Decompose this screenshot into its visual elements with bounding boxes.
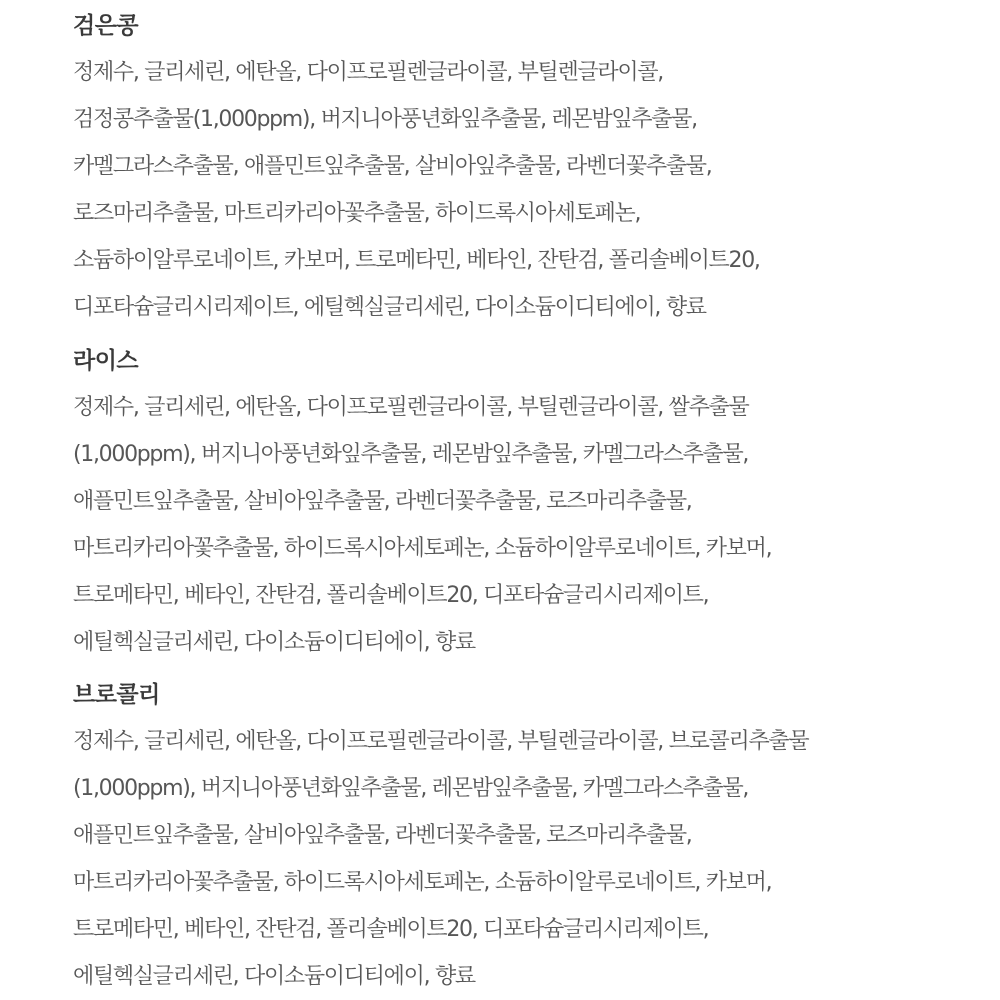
ingredient-line: 애플민트잎추출물, 살비아잎추출물, 라벤더꽃추출물, 로즈마리추출물, bbox=[73, 489, 692, 514]
ingredient-line: 마트리카리아꽃추출물, 하이드록시아세토페논, 소듐하이알루로네이트, 카보머, bbox=[73, 870, 772, 895]
ingredient-line: 마트리카리아꽃추출물, 하이드록시아세토페논, 소듐하이알루로네이트, 카보머, bbox=[73, 536, 772, 561]
ingredient-line: 정제수, 글리세린, 에탄올, 다이프로필렌글라이콜, 부틸렌글라이콜, bbox=[73, 60, 663, 85]
ingredient-line: 소듐하이알루로네이트, 카보머, 트로메타민, 베타인, 잔탄검, 폴리솔베이트20, bbox=[73, 248, 760, 273]
ingredient-line: 트로메타민, 베타인, 잔탄검, 폴리솔베이트20, 디포타슘글리시리제이트, bbox=[73, 583, 709, 608]
ingredient-line: (1,000ppm), 버지니아풍년화잎추출물, 레몬밤잎추출물, 카멜그라스추출물, bbox=[73, 442, 749, 467]
ingredient-line: 트로메타민, 베타인, 잔탄검, 폴리솔베이트20, 디포타슘글리시리제이트, bbox=[73, 917, 709, 942]
ingredient-line: 정제수, 글리세린, 에탄올, 다이프로필렌글라이콜, 부틸렌글라이콜, 쌀추출물 bbox=[73, 395, 749, 420]
section-title: 검은콩 bbox=[73, 13, 139, 39]
ingredient-section-black-bean bbox=[73, 4, 760, 331]
ingredient-line: 검정콩추출물(1,000ppm), 버지니아풍년화잎추출물, 레몬밤잎추출물, bbox=[73, 107, 697, 132]
ingredient-line: 디포타슘글리시리제이트, 에틸헥실글리세린, 다이소듐이디티에이, 향료 bbox=[73, 295, 706, 320]
ingredient-section-rice bbox=[73, 339, 771, 666]
ingredient-line: 로즈마리추출물, 마트리카리아꽃추출물, 하이드록시아세토페논, bbox=[73, 201, 641, 226]
ingredient-line: 정제수, 글리세린, 에탄올, 다이프로필렌글라이콜, 부틸렌글라이콜, 브로콜리추출물 bbox=[73, 729, 809, 754]
section-title: 브로콜리 bbox=[73, 682, 160, 708]
ingredient-line: (1,000ppm), 버지니아풍년화잎추출물, 레몬밤잎추출물, 카멜그라스추출물, bbox=[73, 776, 749, 801]
ingredient-line: 에틸헥실글리세린, 다이소듐이디티에이, 향료 bbox=[73, 964, 475, 989]
ingredient-section-broccoli bbox=[73, 673, 808, 1000]
section-title: 라이스 bbox=[73, 348, 139, 374]
ingredient-line: 애플민트잎추출물, 살비아잎추출물, 라벤더꽃추출물, 로즈마리추출물, bbox=[73, 823, 692, 848]
ingredient-line: 카멜그라스추출물, 애플민트잎추출물, 살비아잎추출물, 라벤더꽃추출물, bbox=[73, 154, 712, 179]
ingredient-line: 에틸헥실글리세린, 다이소듐이디티에이, 향료 bbox=[73, 630, 475, 655]
